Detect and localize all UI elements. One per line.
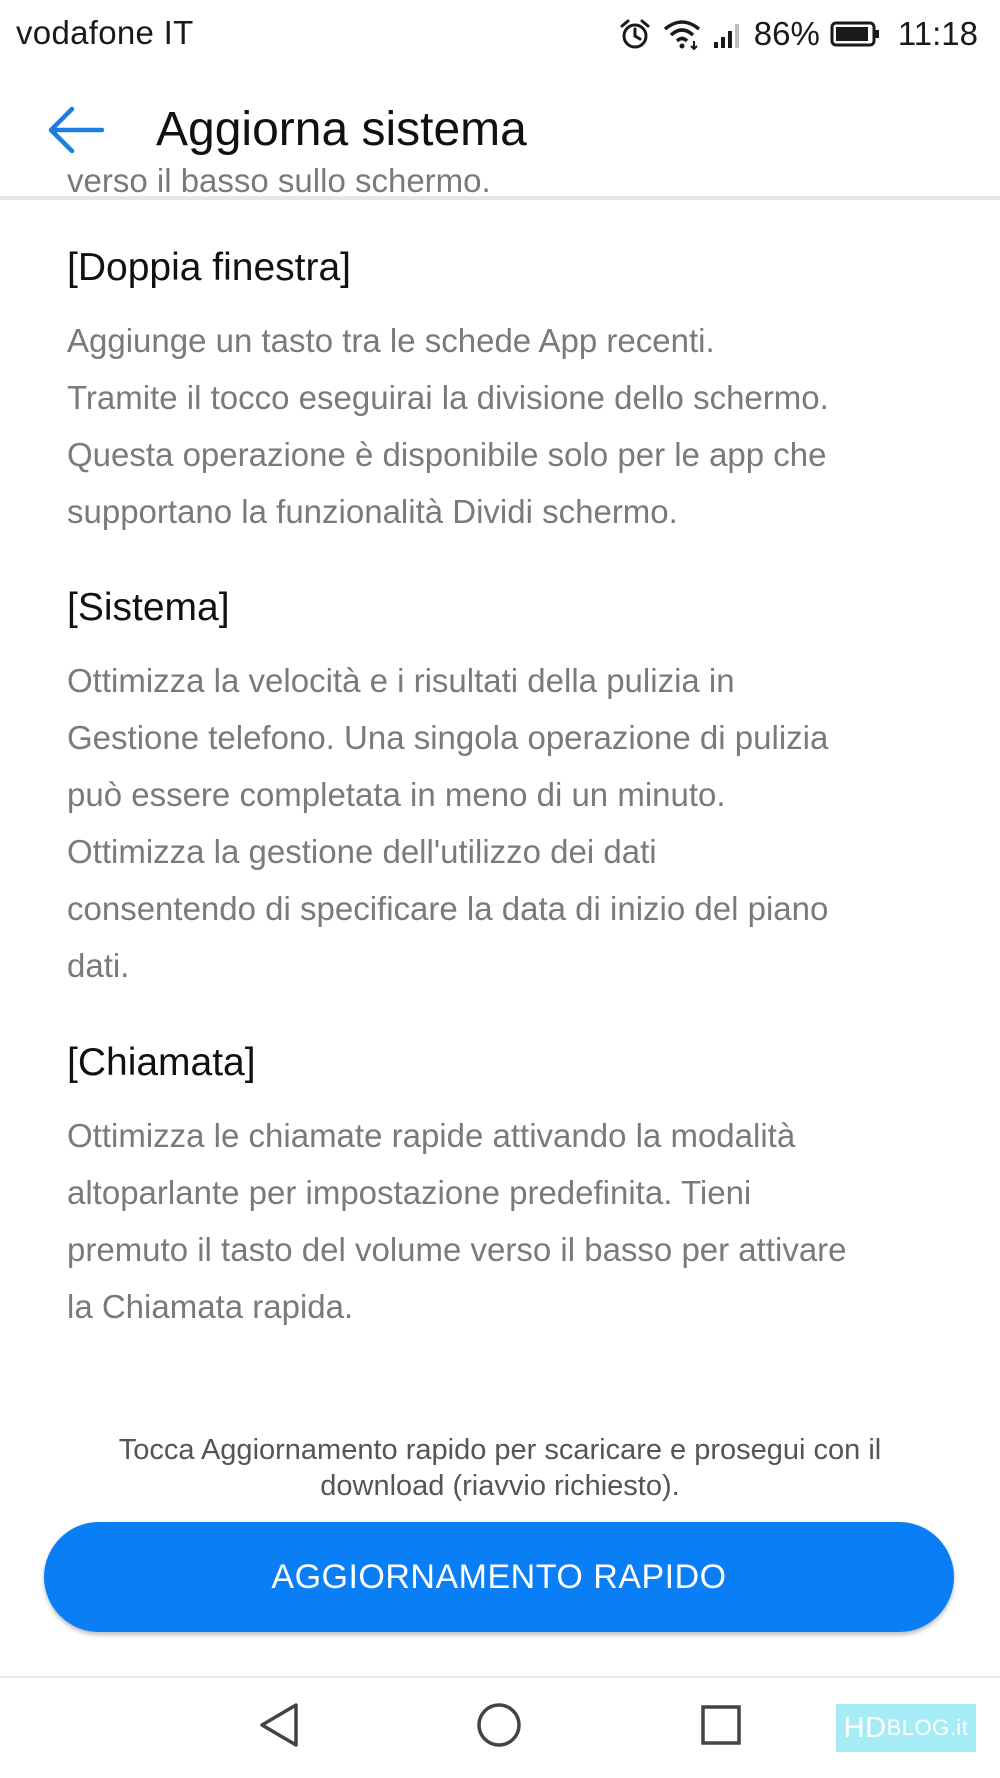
release-notes[interactable]: [0, 162, 1000, 1410]
section-title: [Doppia finestra]: [67, 246, 351, 289]
body-line: la Chiamata rapida.: [67, 1288, 354, 1325]
body-line: Ottimizza le chiamate rapide attivando la modalità: [67, 1117, 796, 1154]
section-body: [67, 312, 947, 540]
section-title: [Chiamata]: [67, 1041, 256, 1084]
footer-note-line: download (riavvio richiesto).: [320, 1470, 680, 1502]
body-line: supportano la funzionalità Dividi schermo.: [67, 493, 678, 530]
body-line: Gestione telefono. Una singola operazione di pulizia: [67, 719, 829, 756]
alarm-icon: [618, 17, 652, 51]
clock: 11:18: [897, 15, 978, 52]
wifi-icon: [662, 17, 702, 51]
body-line: Tramite il tocco eseguirai la divisione dello schermo.: [67, 379, 829, 416]
section-title: [Sistema]: [67, 586, 230, 629]
body-line: Questa operazione è disponibile solo per le app che: [67, 436, 827, 473]
nav-recents-button[interactable]: [686, 1692, 756, 1762]
section-body: [67, 652, 947, 994]
battery-icon: [830, 20, 882, 48]
battery-percent: 86%: [753, 15, 820, 52]
body-line: può essere completata in meno di un minuto.: [67, 776, 726, 813]
body-line: Ottimizza la gestione dell'utilizzo dei dati: [67, 833, 657, 870]
body-line: altoparlante per impostazione predefinita. Tieni: [67, 1174, 752, 1211]
back-triangle-icon: [256, 1700, 302, 1755]
body-line: Aggiunge un tasto tra le schede App recenti.: [67, 322, 715, 359]
body-line: consentendo di specificare la data di inizio del piano: [67, 890, 829, 927]
body-line: dati.: [67, 947, 130, 984]
section-sistema: [67, 580, 947, 994]
signal-icon: [712, 18, 744, 50]
watermark-suffix: BLOG.it: [886, 1715, 969, 1740]
back-button[interactable]: [40, 96, 112, 168]
watermark-main: HD: [843, 1711, 887, 1744]
nav-home-button[interactable]: [464, 1692, 534, 1762]
recents-square-icon: [698, 1702, 744, 1753]
nav-back-button[interactable]: [244, 1692, 314, 1762]
navigation-bar: [0, 1678, 1000, 1778]
watermark-logo: [836, 1704, 976, 1752]
arrow-left-icon: [46, 104, 106, 161]
body-line: Ottimizza la velocità e i risultati della pulizia in: [67, 662, 735, 699]
section-doppia-finestra: [67, 240, 947, 540]
body-line: premuto il tasto del volume verso il basso per attivare: [67, 1231, 847, 1268]
footer-note: [50, 1432, 950, 1504]
status-bar: [0, 0, 1000, 70]
home-circle-icon: [474, 1700, 524, 1755]
section-chiamata: [67, 1035, 947, 1335]
quick-update-button[interactable]: AGGIORNAMENTO RAPIDO: [44, 1522, 954, 1632]
carrier-name: vodafone IT: [16, 14, 194, 51]
clipped-text-line: verso il basso sullo schermo.: [67, 162, 491, 199]
footer-note-line: Tocca Aggiornamento rapido per scaricare e prosegui con il: [118, 1434, 882, 1466]
status-icons: [618, 12, 978, 56]
section-body: [67, 1107, 947, 1335]
page-title: Aggiorna sistema: [156, 103, 527, 156]
